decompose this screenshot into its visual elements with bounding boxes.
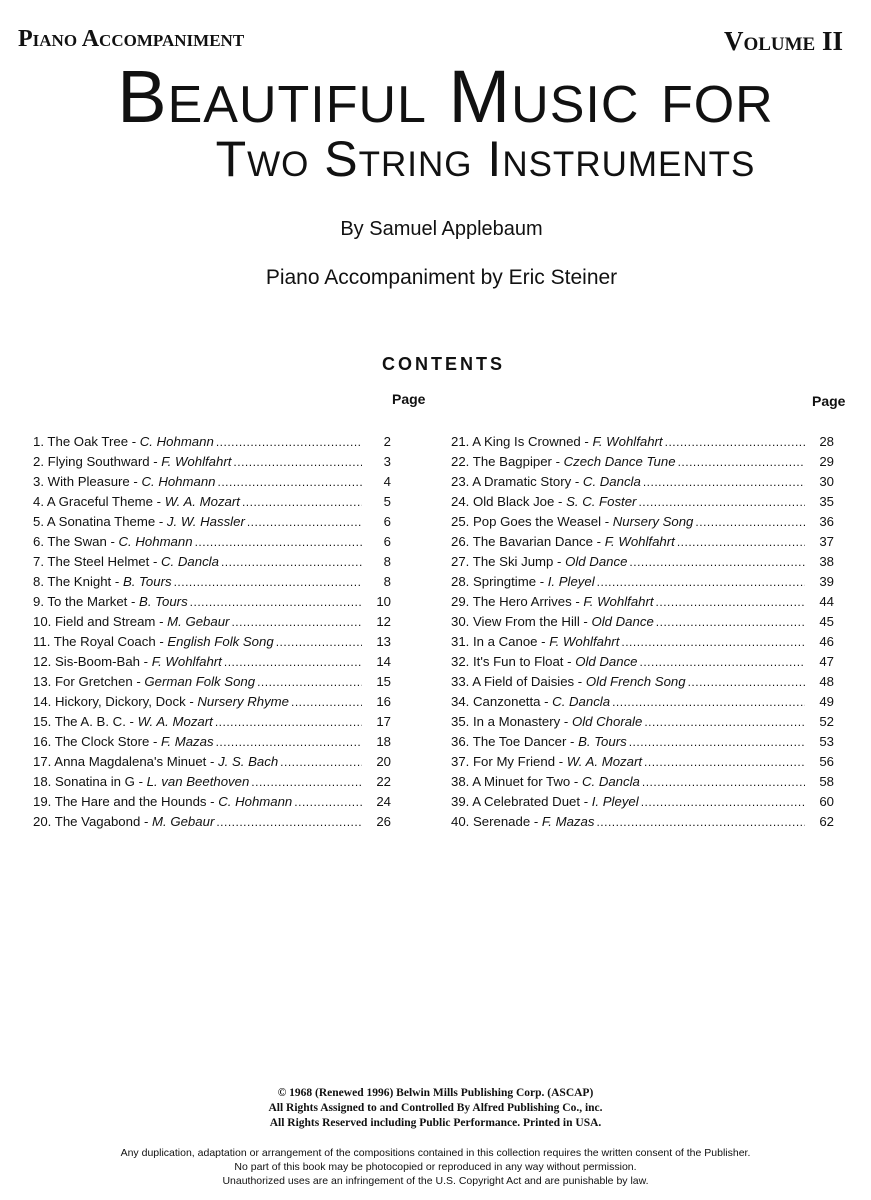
dot-leader — [621, 634, 805, 650]
toc-title: 1. The Oak Tree - — [33, 434, 140, 449]
toc-entry-text — [33, 494, 240, 510]
toc-entry-text — [451, 774, 640, 790]
toc-title: 15. The A. B. C. - — [33, 714, 138, 729]
toc-entry-text — [33, 574, 172, 590]
copyright-line: All Rights Assigned to and Controlled By Alfred Publishing Co., inc. — [268, 1102, 603, 1114]
dot-leader — [597, 574, 805, 590]
toc-entry-text — [33, 454, 231, 470]
toc-entry-text — [33, 654, 222, 670]
dot-leader — [174, 574, 362, 590]
toc-entry — [33, 510, 391, 530]
toc-entry — [33, 630, 391, 650]
dot-leader — [221, 554, 362, 570]
dot-leader — [629, 554, 805, 570]
toc-entry-text — [451, 514, 693, 530]
toc-entry — [451, 570, 834, 590]
dot-leader — [276, 634, 362, 650]
toc-title: 30. View From the Hill - — [451, 614, 592, 629]
toc-entry — [33, 790, 391, 810]
toc-title: 40. Serenade - — [451, 814, 542, 829]
toc-composer: Old Dance — [591, 614, 654, 629]
toc-page-number: 22 — [376, 774, 391, 789]
toc-entry-text — [451, 554, 627, 570]
toc-page-number: 47 — [819, 654, 834, 669]
toc-entry-text — [33, 474, 216, 490]
toc-composer: F. Mazas — [541, 814, 595, 829]
toc-page-number: 44 — [819, 594, 834, 609]
toc-composer: I. Pleyel — [547, 574, 595, 589]
toc-entry-text — [33, 594, 188, 610]
toc-page-number: 39 — [819, 574, 834, 589]
dot-leader — [695, 514, 805, 530]
toc-title: 9. To the Market - — [33, 594, 140, 609]
toc-composer: F. Wohlfahrt — [583, 594, 654, 609]
toc-title: 23. A Dramatic Story - — [451, 474, 583, 489]
toc-entry-text — [33, 774, 249, 790]
toc-entry — [451, 730, 834, 750]
toc-title: 18. Sonatina in G - — [33, 774, 147, 789]
toc-composer: Old Chorale — [571, 714, 643, 729]
page-column-header-left: Page — [392, 391, 426, 407]
dot-leader — [280, 754, 362, 770]
toc-composer: C. Hohmann — [139, 434, 214, 449]
toc-composer: F. Wohlfahrt — [151, 654, 222, 669]
toc-composer: B. Tours — [139, 594, 188, 609]
toc-entry-text — [451, 694, 610, 710]
toc-page-number: 56 — [819, 754, 834, 769]
dot-leader — [195, 534, 362, 550]
toc-entry-text — [451, 494, 636, 510]
page-column-header-right: Page — [812, 393, 846, 409]
toc-page-number: 37 — [819, 534, 834, 549]
dot-leader — [642, 774, 805, 790]
toc-page-number: 16 — [376, 694, 391, 709]
toc-title: 37. For My Friend - — [451, 754, 567, 769]
toc-page-number: 38 — [819, 554, 834, 569]
toc-title: 20. The Vagabond - — [33, 814, 153, 829]
toc-entry — [451, 590, 834, 610]
toc-entry — [33, 770, 391, 790]
dot-leader — [216, 434, 362, 450]
toc-title: 36. The Toe Dancer - — [451, 734, 579, 749]
dot-leader — [688, 674, 805, 690]
dot-leader — [231, 614, 362, 630]
toc-page-number: 26 — [376, 814, 391, 829]
toc-page-number: 30 — [819, 474, 834, 489]
dot-leader — [656, 594, 805, 610]
toc-composer: Nursery Song — [612, 514, 694, 529]
dot-leader — [294, 794, 362, 810]
dot-leader — [216, 814, 362, 830]
toc-entry — [451, 470, 834, 490]
toc-composer: Czech Dance Tune — [563, 454, 676, 469]
toc-title: 22. The Bagpiper - — [451, 454, 564, 469]
toc-page-number: 5 — [383, 494, 391, 509]
toc-composer: B. Tours — [578, 734, 627, 749]
toc-entry — [451, 530, 834, 550]
toc-entry — [451, 610, 834, 630]
toc-title: 28. Springtime - — [451, 574, 548, 589]
toc-entry — [451, 790, 834, 810]
toc-entry-text — [451, 814, 594, 830]
toc-entry — [451, 430, 834, 450]
dot-leader — [629, 734, 805, 750]
toc-composer: F. Mazas — [161, 734, 214, 749]
accompaniment-credit: Piano Accompaniment by Eric Steiner — [265, 266, 618, 289]
toc-page-number: 18 — [376, 734, 391, 749]
toc-entry-text — [451, 434, 663, 450]
toc-entry — [33, 610, 391, 630]
toc-entry-text — [451, 674, 686, 690]
toc-entry — [33, 730, 391, 750]
book-title-line1: Beautiful Music for — [117, 55, 774, 138]
toc-entry — [451, 630, 834, 650]
toc-entry-text — [451, 574, 595, 590]
toc-entry-text — [33, 754, 278, 770]
legal-line: No part of this book may be photocopied or reproduced in any way without permission. — [234, 1161, 637, 1173]
author-credit: By Samuel Applebaum — [340, 218, 543, 240]
toc-title: 27. The Ski Jump - — [451, 554, 566, 569]
toc-composer: M. Gebaur — [167, 614, 230, 629]
toc-title: 5. A Sonatina Theme - — [33, 514, 167, 529]
legal-line: Unauthorized uses are an infringement of the U.S. Copyright Act and are punishable by law. — [222, 1175, 649, 1187]
toc-composer: L. van Beethoven — [146, 774, 250, 789]
toc-entry — [451, 490, 834, 510]
toc-entry-text — [33, 814, 214, 830]
toc-entry — [33, 530, 391, 550]
toc-page-number: 49 — [819, 694, 834, 709]
toc-page-number: 52 — [819, 714, 834, 729]
toc-page-number: 3 — [383, 454, 391, 469]
toc-entry-text — [451, 734, 627, 750]
toc-entry-text — [451, 714, 642, 730]
toc-composer: Old Dance — [565, 554, 628, 569]
toc-composer: W. A. Mozart — [164, 494, 240, 509]
dot-leader — [257, 674, 362, 690]
toc-entry-text — [451, 754, 642, 770]
toc-entry-text — [451, 594, 654, 610]
toc-composer: C. Dancla — [161, 554, 219, 569]
toc-entry-text — [451, 454, 676, 470]
toc-entry — [33, 810, 391, 830]
toc-composer: J. W. Hassler — [166, 514, 245, 529]
toc-entry — [33, 650, 391, 670]
toc-title: 10. Field and Stream - — [33, 614, 168, 629]
copyright-notice — [0, 1086, 871, 1131]
toc-composer: C. Hohmann — [141, 474, 216, 489]
contents-list-right — [451, 430, 834, 830]
toc-page-number: 10 — [376, 594, 391, 609]
toc-title: 3. With Pleasure - — [33, 474, 142, 489]
dot-leader — [224, 654, 362, 670]
toc-entry-text — [33, 694, 289, 710]
toc-page-number: 12 — [376, 614, 391, 629]
toc-entry — [451, 550, 834, 570]
toc-page-number: 60 — [819, 794, 834, 809]
toc-page-number: 14 — [376, 654, 391, 669]
toc-title: 35. In a Monastery - — [451, 714, 572, 729]
dot-leader — [677, 534, 805, 550]
toc-entry — [451, 450, 834, 470]
toc-composer: F. Wohlfahrt — [161, 454, 232, 469]
toc-page-number: 2 — [383, 434, 391, 449]
toc-composer: B. Tours — [122, 574, 172, 589]
toc-title: 32. It's Fun to Float - — [451, 654, 576, 669]
toc-title: 26. The Bavarian Dance - — [451, 534, 605, 549]
toc-title: 14. Hickory, Dickory, Dock - — [33, 694, 198, 709]
toc-title: 11. The Royal Coach - — [33, 634, 168, 649]
dot-leader — [291, 694, 362, 710]
dot-leader — [251, 774, 362, 790]
toc-page-number: 48 — [819, 674, 834, 689]
toc-entry-text — [451, 654, 638, 670]
toc-entry-text — [451, 794, 639, 810]
toc-entry — [451, 650, 834, 670]
dot-leader — [190, 594, 362, 610]
toc-title: 21. A King Is Crowned - — [451, 434, 593, 449]
toc-title: 39. A Celebrated Duet - — [451, 794, 592, 809]
toc-entry — [451, 750, 834, 770]
toc-composer: W. A. Mozart — [566, 754, 643, 769]
toc-entry-text — [33, 434, 214, 450]
dot-leader — [215, 714, 362, 730]
toc-entry — [451, 510, 834, 530]
copyright-line: All Rights Reserved including Public Performance. Printed in USA. — [269, 1117, 602, 1129]
toc-entry — [33, 710, 391, 730]
toc-entry — [33, 670, 391, 690]
toc-page-number: 20 — [376, 754, 391, 769]
dot-leader — [216, 734, 362, 750]
toc-page-number: 4 — [383, 474, 391, 489]
toc-composer: I. Pleyel — [591, 794, 639, 809]
toc-page-number: 8 — [383, 554, 391, 569]
toc-composer: F. Wohlfahrt — [592, 434, 663, 449]
toc-page-number: 36 — [819, 514, 834, 529]
toc-entry — [33, 570, 391, 590]
toc-entry — [33, 450, 391, 470]
toc-composer: C. Dancla — [582, 474, 641, 489]
toc-entry-text — [33, 634, 274, 650]
toc-page-number: 13 — [376, 634, 391, 649]
toc-entry — [33, 550, 391, 570]
contents-list-left — [33, 430, 391, 830]
toc-composer: C. Hohmann — [218, 794, 293, 809]
toc-title: 25. Pop Goes the Weasel - — [451, 514, 613, 529]
toc-title: 29. The Hero Arrives - — [451, 594, 584, 609]
toc-entry-text — [33, 734, 214, 750]
dot-leader — [656, 614, 805, 630]
toc-entry — [33, 470, 391, 490]
toc-composer: C. Dancla — [552, 694, 611, 709]
dot-leader — [233, 454, 362, 470]
toc-title: 6. The Swan - — [33, 534, 119, 549]
dot-leader — [644, 714, 805, 730]
dot-leader — [242, 494, 362, 510]
toc-composer: J. S. Bach — [218, 754, 279, 769]
legal-notice — [0, 1146, 871, 1188]
toc-title: 8. The Knight - — [33, 574, 123, 589]
dot-leader — [638, 494, 805, 510]
toc-composer: F. Wohlfahrt — [549, 634, 620, 649]
toc-page-number: 35 — [819, 494, 834, 509]
toc-entry-text — [33, 534, 193, 550]
toc-page-number: 29 — [819, 454, 834, 469]
toc-title: 34. Canzonetta - — [451, 694, 553, 709]
header-left-label: Piano Accompaniment — [18, 26, 245, 52]
toc-composer: Old French Song — [585, 674, 686, 689]
toc-entry — [33, 690, 391, 710]
toc-composer: W. A. Mozart — [137, 714, 213, 729]
toc-composer: M. Gebaur — [152, 814, 215, 829]
contents-heading: CONTENTS — [382, 354, 505, 374]
toc-page-number: 62 — [819, 814, 834, 829]
toc-title: 12. Sis-Boom-Bah - — [33, 654, 152, 669]
toc-composer: Old Dance — [575, 654, 638, 669]
toc-entry-text — [451, 474, 641, 490]
toc-composer: English Folk Song — [167, 634, 274, 649]
toc-composer: Nursery Rhyme — [197, 694, 289, 709]
toc-title: 2. Flying Southward - — [33, 454, 162, 469]
toc-composer: S. C. Foster — [566, 494, 637, 509]
toc-page-number: 17 — [376, 714, 391, 729]
toc-title: 24. Old Black Joe - — [451, 494, 567, 509]
toc-title: 4. A Graceful Theme - — [33, 494, 165, 509]
toc-entry — [451, 810, 834, 830]
volume-label: Volume II — [723, 26, 843, 56]
toc-page-number: 28 — [819, 434, 834, 449]
book-title-line2: Two String Instruments — [215, 131, 756, 187]
legal-line: Any duplication, adaptation or arrangement of the compositions contained in this collection requires the written consent of the Publisher. — [120, 1147, 751, 1159]
toc-entry — [451, 770, 834, 790]
toc-composer: C. Hohmann — [118, 534, 193, 549]
dot-leader — [612, 694, 805, 710]
toc-composer: C. Dancla — [581, 774, 640, 789]
toc-page-number: 15 — [376, 674, 391, 689]
toc-entry-text — [33, 714, 213, 730]
toc-composer: German Folk Song — [144, 674, 256, 689]
dot-leader — [218, 474, 362, 490]
toc-title: 31. In a Canoe - — [451, 634, 550, 649]
toc-entry-text — [451, 634, 619, 650]
toc-entry-text — [33, 554, 219, 570]
dot-leader — [643, 474, 805, 490]
toc-composer: F. Wohlfahrt — [604, 534, 675, 549]
toc-page-number: 8 — [383, 574, 391, 589]
toc-entry — [451, 670, 834, 690]
toc-title: 33. A Field of Daisies - — [451, 674, 586, 689]
dot-leader — [247, 514, 362, 530]
dot-leader — [665, 434, 805, 450]
dot-leader — [640, 654, 806, 670]
toc-page-number: 45 — [819, 614, 834, 629]
toc-page-number: 46 — [819, 634, 834, 649]
toc-entry — [451, 690, 834, 710]
toc-entry-text — [451, 614, 654, 630]
toc-title: 38. A Minuet for Two - — [451, 774, 582, 789]
copyright-line: © 1968 (Renewed 1996) Belwin Mills Publishing Corp. (ASCAP) — [277, 1087, 594, 1099]
toc-entry-text — [451, 534, 675, 550]
toc-title: 16. The Clock Store - — [33, 734, 162, 749]
dot-leader — [596, 814, 805, 830]
toc-page-number: 24 — [376, 794, 391, 809]
toc-page-number: 6 — [383, 534, 391, 549]
toc-title: 19. The Hare and the Hounds - — [33, 794, 219, 809]
toc-entry — [451, 710, 834, 730]
dot-leader — [678, 454, 805, 470]
toc-title: 7. The Steel Helmet - — [33, 554, 162, 569]
toc-entry — [33, 430, 391, 450]
toc-page-number: 6 — [383, 514, 391, 529]
toc-title: 13. For Gretchen - — [33, 674, 145, 689]
toc-title: 17. Anna Magdalena's Minuet - — [33, 754, 219, 769]
toc-entry — [33, 490, 391, 510]
toc-entry-text — [33, 794, 292, 810]
toc-page-number: 53 — [819, 734, 834, 749]
toc-entry-text — [33, 674, 255, 690]
toc-entry — [33, 590, 391, 610]
toc-page-number: 58 — [819, 774, 834, 789]
toc-entry-text — [33, 514, 245, 530]
toc-entry-text — [33, 614, 229, 630]
dot-leader — [641, 794, 805, 810]
toc-entry — [33, 750, 391, 770]
dot-leader — [644, 754, 805, 770]
